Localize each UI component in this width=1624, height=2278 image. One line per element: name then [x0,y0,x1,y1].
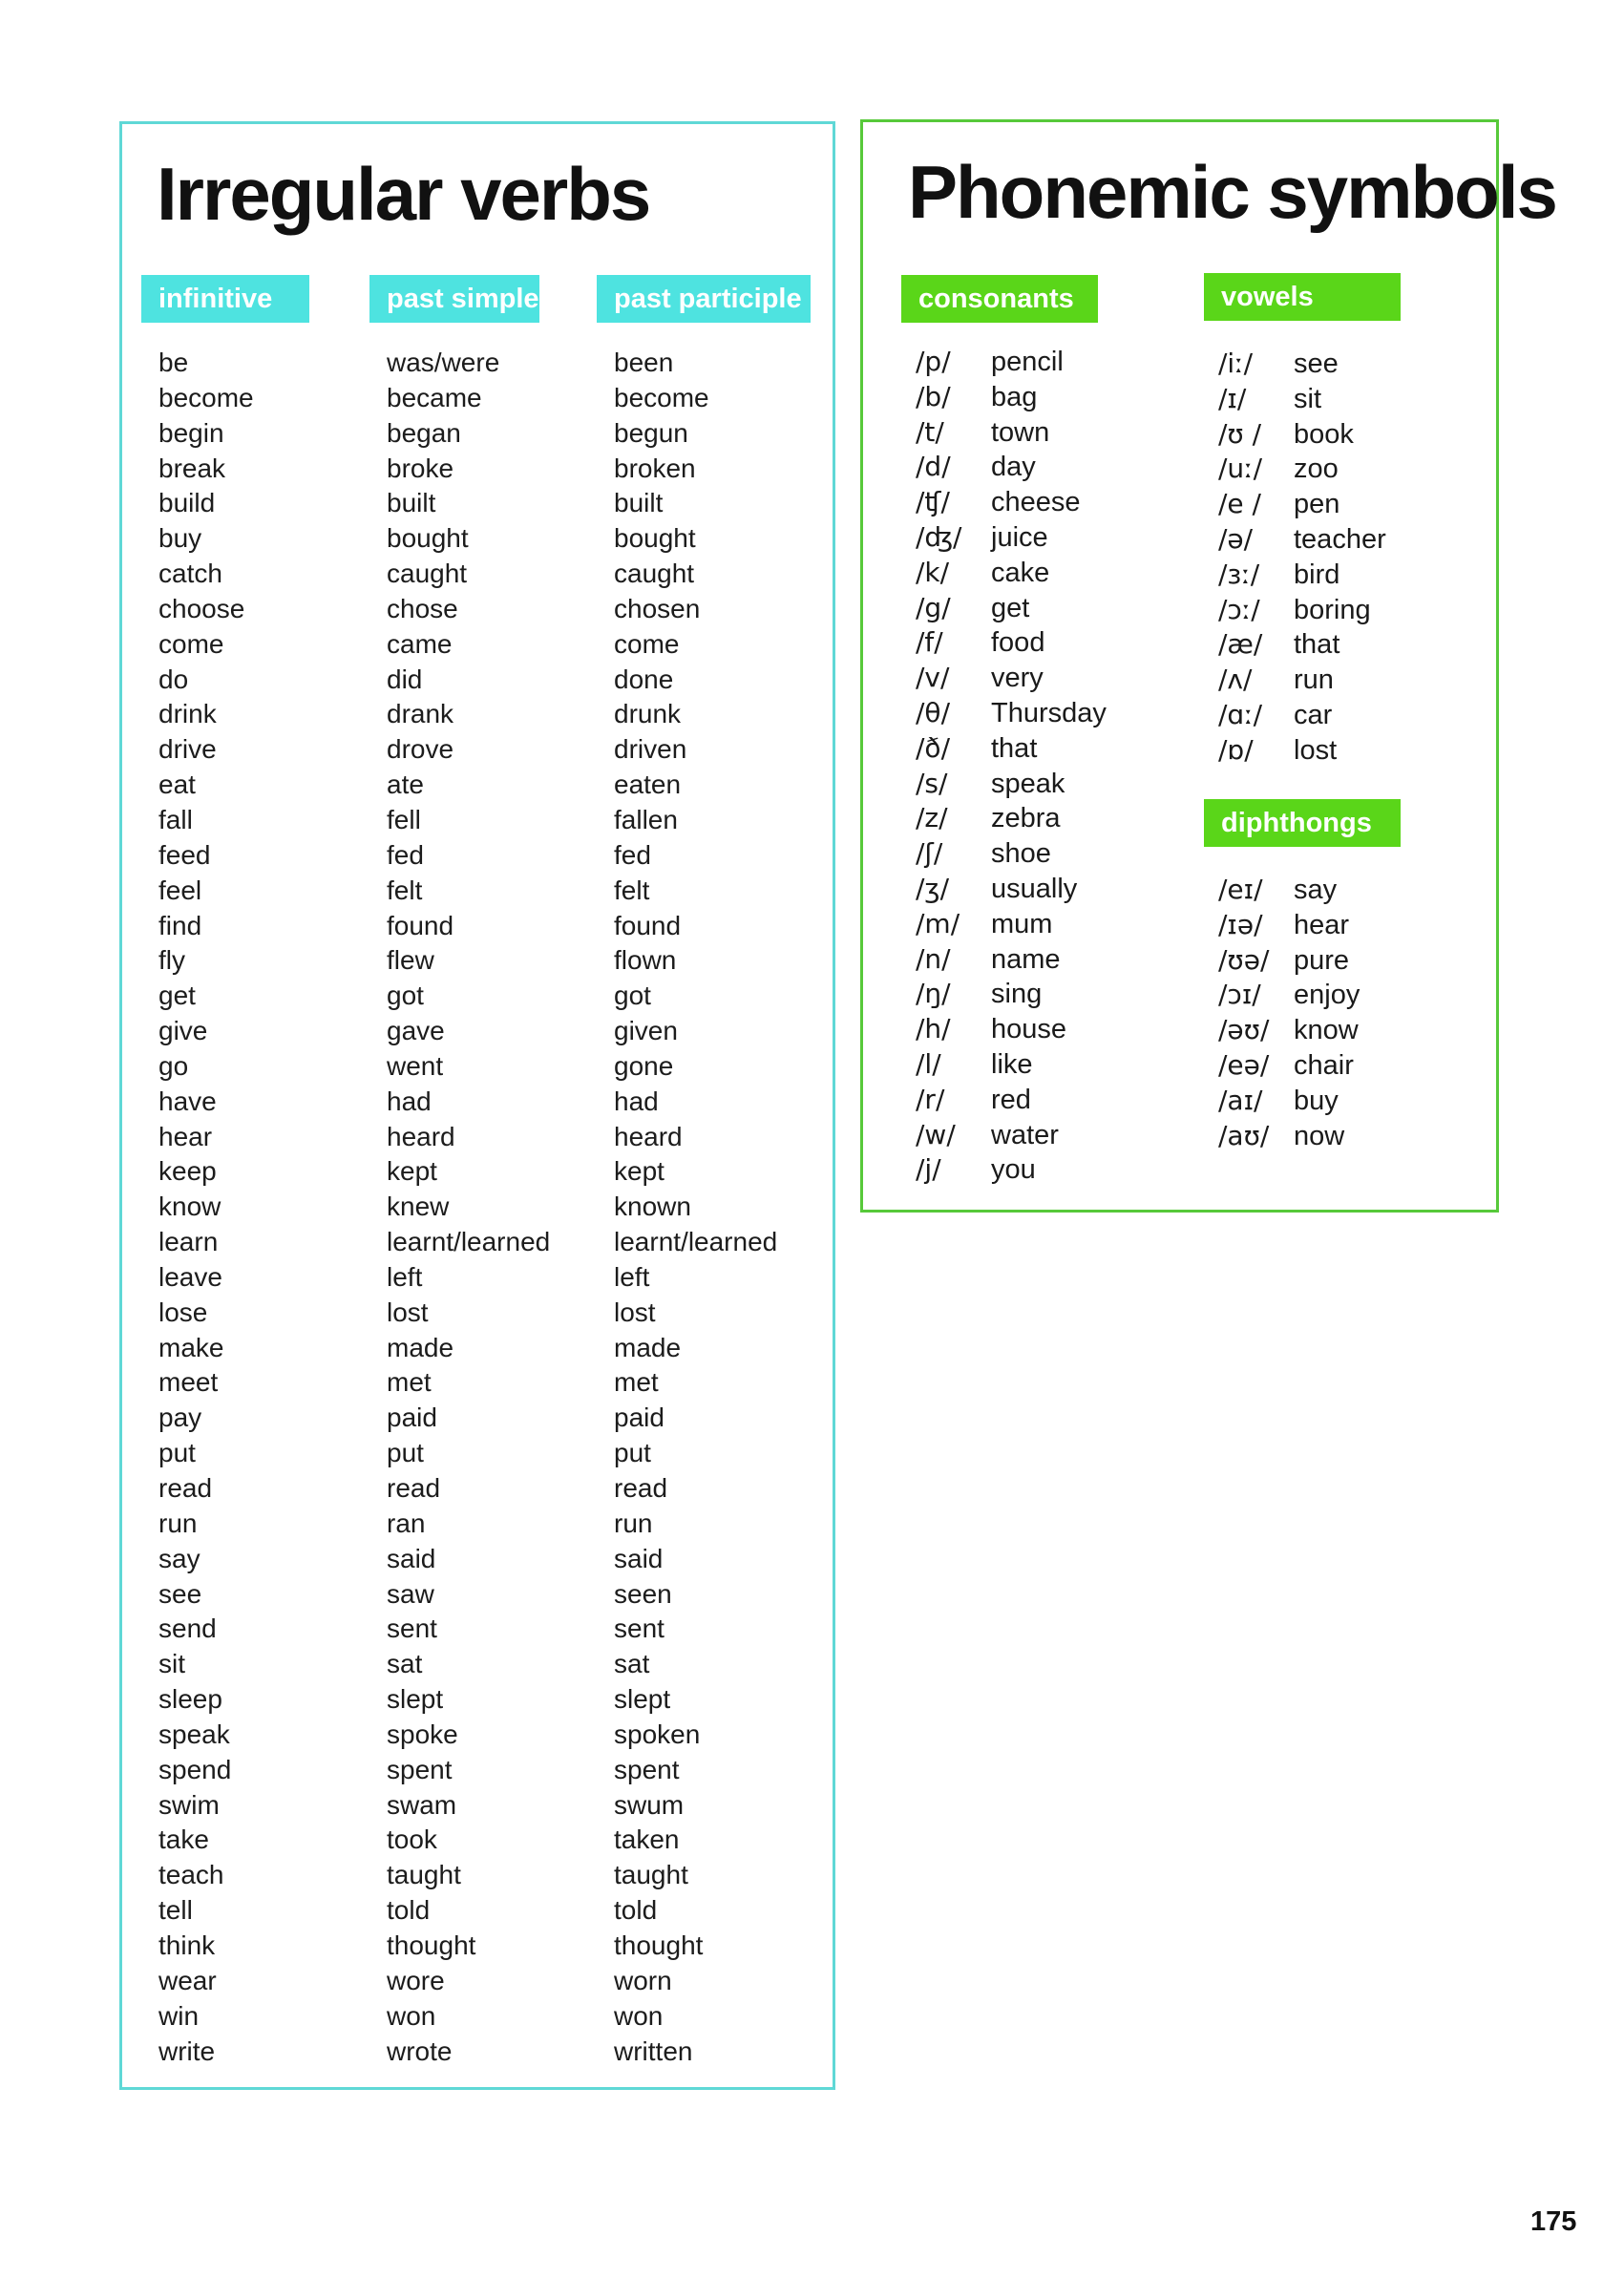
example-word: house [991,1014,1067,1045]
phoneme-symbol: /ʤ/ [916,520,962,553]
phoneme-row [1218,1048,1486,1084]
past-simple-cell: won [387,2000,436,2031]
example-word: get [991,592,1030,623]
example-word: zoo [1294,453,1339,485]
phoneme-row [1218,908,1486,943]
example-word: cake [991,557,1050,588]
past-simple-cell: broke [387,453,454,483]
past-participle-cell: swum [614,1789,685,1820]
phoneme-symbol: /æ/ [1218,628,1263,661]
infinitive-cell: eat [158,770,196,800]
infinitive-cell: see [158,1578,202,1609]
phoneme-symbol: /m/ [916,907,960,939]
past-participle-cell: lost [614,1297,656,1327]
past-simple-cell: learnt/learned [387,1227,551,1257]
past-simple-cell: spoke [387,1719,458,1749]
phoneme-row [916,485,1183,520]
example-word: name [991,943,1061,975]
past-simple-cell: ate [387,770,424,800]
infinitive-cell: learn [158,1227,219,1257]
past-participle-cell: chosen [614,593,701,623]
example-word: very [991,663,1044,694]
phoneme-symbol: /ɒ/ [1218,733,1254,766]
past-simple-cell: fell [387,804,421,834]
phoneme-symbol: /əʊ/ [1218,1014,1270,1046]
example-word: say [1294,875,1338,905]
past-simple-cell: built [387,488,436,518]
past-simple-cell: drank [387,699,454,729]
phoneme-symbol: /f/ [916,626,943,659]
phoneme-row [1218,873,1486,908]
past-participle-cell: found [614,910,682,940]
past-participle-cell: said [614,1543,664,1573]
infinitive-cell: lose [158,1297,208,1327]
past-participle-column [614,346,777,2069]
example-word: zebra [991,803,1061,834]
phoneme-row [1218,593,1486,628]
phoneme-row [916,977,1183,1012]
past-simple-cell: fed [387,839,424,870]
example-word: boring [1294,594,1371,625]
example-word: book [1294,418,1354,450]
consonants-list [916,345,1183,1188]
past-participle-cell: done [614,664,674,694]
phoneme-symbol: /ʊ / [1218,417,1262,450]
past-participle-cell: felt [614,875,650,905]
example-word: that [1294,629,1340,661]
example-word: know [1294,1015,1359,1046]
past-participle-cell: spoken [614,1719,701,1749]
past-simple-cell: said [387,1543,436,1573]
past-simple-cell: came [387,628,453,659]
past-participle-cell: flown [614,945,677,976]
diphthongs-list [1218,873,1486,1153]
phoneme-symbol: /ʊə/ [1218,943,1270,976]
past-participle-cell: slept [614,1684,671,1715]
infinitive-cell: think [158,1930,216,1960]
past-simple-cell: found [387,910,454,940]
phoneme-row [1218,1084,1486,1119]
infinitive-cell: break [158,453,226,483]
past-participle-cell: put [614,1438,651,1468]
phoneme-row [1218,347,1486,382]
infinitive-cell: keep [158,1156,217,1187]
phoneme-symbol: /aɪ/ [1218,1084,1263,1116]
example-word: sing [991,979,1043,1010]
past-simple-cell: left [387,1261,423,1292]
phoneme-symbol: /v/ [916,662,950,694]
phoneme-row [1218,487,1486,522]
example-word: now [1294,1120,1345,1151]
past-simple-cell: lost [387,1297,429,1327]
past-simple-cell: made [387,1332,454,1362]
infinitive-cell: teach [158,1860,224,1890]
infinitive-cell: be [158,348,189,377]
past-simple-cell: ran [387,1508,426,1538]
phoneme-symbol: /t/ [916,415,944,448]
infinitive-cell: take [158,1825,209,1855]
phoneme-symbol: /k/ [916,556,950,588]
infinitive-cell: put [158,1438,196,1468]
phoneme-row [1218,522,1486,558]
phoneme-symbol: /ŋ/ [916,978,951,1010]
past-participle-cell: got [614,981,651,1011]
header-diphthongs: diphthongs [1204,799,1401,847]
phoneme-symbol: /eɪ/ [1218,874,1263,905]
past-participle-cell: eaten [614,770,682,800]
past-participle-cell: become [614,382,709,412]
infinitive-cell: become [158,382,254,412]
past-participle-cell: seen [614,1578,672,1609]
infinitive-cell: get [158,981,196,1011]
example-word: pencil [991,347,1064,377]
example-word: bird [1294,559,1340,590]
past-simple-cell: wrote [387,2035,453,2066]
example-word: juice [991,521,1048,553]
example-word: teacher [1294,523,1386,555]
phoneme-row [1218,417,1486,453]
past-participle-cell: written [614,2035,693,2066]
phoneme-row [1218,733,1486,769]
infinitive-cell: drive [158,734,217,765]
past-participle-cell: run [614,1508,653,1538]
phoneme-symbol: /s/ [916,767,948,799]
example-word: like [991,1048,1033,1080]
phoneme-symbol: /ə/ [1218,522,1254,555]
example-word: lost [1294,734,1338,766]
infinitive-cell: begin [158,417,224,448]
phoneme-row [1218,943,1486,979]
past-simple-cell: got [387,981,424,1011]
past-participle-cell: fed [614,839,651,870]
infinitive-cell: feel [158,875,202,905]
phoneme-row [916,556,1183,591]
past-simple-cell: was/were [387,348,500,377]
past-simple-cell: paid [387,1403,437,1433]
header-infinitive: infinitive [141,275,309,323]
past-simple-cell: read [387,1473,441,1503]
infinitive-cell: make [158,1332,224,1362]
past-simple-cell: went [387,1050,444,1081]
phoneme-row [916,907,1183,942]
past-simple-cell: had [387,1086,432,1116]
past-participle-cell: met [614,1367,659,1398]
past-simple-cell: knew [387,1192,450,1222]
past-participle-cell: taught [614,1860,688,1890]
phoneme-row [1218,978,1486,1013]
phoneme-row [1218,382,1486,417]
infinitive-cell: speak [158,1719,230,1749]
infinitive-cell: catch [158,559,222,589]
header-past-simple: past simple [369,275,539,323]
phoneme-row [916,1118,1183,1153]
phoneme-symbol: /d/ [916,451,951,483]
past-participle-cell: sat [614,1649,650,1679]
page-number: 175 [1530,2206,1577,2237]
past-participle-cell: broken [614,453,696,483]
example-word: see [1294,348,1339,379]
past-simple-cell: sent [387,1614,437,1644]
past-participle-cell: been [614,348,674,377]
example-word: shoe [991,838,1051,870]
phoneme-symbol: /ʃ/ [916,837,943,870]
phoneme-row [1218,698,1486,733]
phoneme-symbol: /ɑː/ [1218,698,1263,730]
past-participle-cell: spent [614,1754,680,1784]
phonemic-symbols-title: Phonemic symbols [908,150,1556,234]
past-simple-cell: heard [387,1121,455,1151]
past-participle-cell: fallen [614,804,678,834]
phoneme-row [916,591,1183,626]
infinitive-cell: write [158,2035,216,2066]
past-participle-cell: read [614,1473,668,1503]
example-word: town [991,416,1050,448]
past-simple-cell: caught [387,559,468,589]
past-simple-cell: kept [387,1156,437,1187]
past-participle-cell: paid [614,1403,664,1433]
phoneme-symbol: /uː/ [1218,453,1263,485]
phoneme-symbol: /ɪ/ [1218,382,1247,414]
phoneme-row [916,380,1183,415]
phoneme-row [916,836,1183,872]
past-participle-cell: built [614,488,664,518]
past-simple-cell: chose [387,593,458,623]
past-simple-cell: taught [387,1860,461,1890]
past-participle-cell: worn [614,1965,672,1995]
infinitive-cell: buy [158,523,202,554]
infinitive-cell: swim [158,1789,220,1820]
phoneme-row [916,1047,1183,1083]
past-simple-cell: thought [387,1930,476,1960]
past-simple-cell: told [387,1895,431,1926]
phoneme-symbol: /ʌ/ [1218,664,1253,696]
infinitive-cell: choose [158,593,245,623]
phoneme-row [916,767,1183,802]
phoneme-symbol: /e / [1218,488,1261,520]
infinitive-cell: sleep [158,1684,222,1715]
phoneme-row [916,731,1183,767]
past-simple-cell: bought [387,523,469,554]
phonemic-symbols-panel [860,119,1556,1213]
vowels-list [1218,347,1486,769]
past-participle-cell: begun [614,417,688,448]
example-word: hear [1294,909,1350,940]
infinitive-cell: give [158,1016,208,1046]
past-participle-cell: kept [614,1156,664,1187]
irregular-verbs-title: Irregular verbs [157,152,650,236]
infinitive-cell: pay [158,1403,202,1433]
infinitive-cell: do [158,664,189,694]
phoneme-row [1218,558,1486,593]
infinitive-cell: fall [158,804,193,834]
infinitive-cell: sit [158,1649,185,1679]
past-simple-cell: slept [387,1684,444,1715]
phoneme-symbol: /ɔː/ [1218,593,1260,625]
past-participle-cell: come [614,628,680,659]
example-word: car [1294,699,1333,730]
example-word: enjoy [1294,980,1360,1011]
phoneme-row [916,625,1183,661]
infinitive-cell: know [158,1192,221,1222]
example-word: sit [1294,383,1321,414]
past-participle-cell: sent [614,1614,664,1644]
phoneme-row [916,696,1183,731]
infinitive-cell: build [158,488,216,518]
phoneme-symbol: /r/ [916,1083,945,1115]
past-participle-cell: made [614,1332,682,1362]
past-simple-cell: flew [387,945,434,976]
infinitive-cell: fly [158,945,185,976]
past-participle-cell: won [614,2000,664,2031]
example-word: mum [991,908,1053,939]
phoneme-row [916,345,1183,380]
past-simple-cell: became [387,382,482,412]
phoneme-row [916,872,1183,907]
example-word: you [991,1154,1036,1186]
phoneme-row [916,1012,1183,1047]
infinitive-cell: feed [158,839,211,870]
example-word: Thursday [991,697,1107,728]
phoneme-symbol: /n/ [916,942,951,975]
past-simple-cell: began [387,417,461,448]
infinitive-cell: tell [158,1895,193,1926]
past-simple-cell: drove [387,734,454,765]
past-participle-cell: thought [614,1930,704,1960]
header-vowels: vowels [1204,273,1401,321]
phoneme-symbol: /ʒ/ [916,872,950,904]
past-participle-cell: drunk [614,699,682,729]
infinitive-cell: spend [158,1754,232,1784]
example-word: run [1294,664,1334,696]
past-participle-cell: caught [614,559,695,589]
past-simple-cell: sat [387,1649,423,1679]
phoneme-row [1218,627,1486,663]
phoneme-symbol: /ð/ [916,731,950,764]
infinitive-cell: leave [158,1261,222,1292]
phoneme-symbol: /ʧ/ [916,486,950,518]
phoneme-symbol: /θ/ [916,696,950,728]
phoneme-row [1218,452,1486,487]
past-simple-cell: wore [387,1965,445,1995]
infinitive-cell: win [158,2000,200,2031]
example-word: food [991,627,1045,659]
example-word: bag [991,381,1038,412]
past-simple-cell: gave [387,1016,445,1046]
example-word: usually [991,873,1078,904]
phoneme-symbol: /w/ [916,1118,956,1150]
phoneme-symbol: /ɪə/ [1218,908,1263,940]
past-participle-cell: gone [614,1050,674,1081]
phoneme-row [1218,663,1486,698]
example-word: pure [1294,944,1350,976]
infinitive-cell: drink [158,699,217,729]
example-word: pen [1294,489,1340,520]
phoneme-row [916,1152,1183,1188]
example-word: chair [1294,1049,1354,1081]
past-participle-cell: left [614,1261,650,1292]
phoneme-row [1218,1013,1486,1048]
infinitive-cell: hear [158,1121,213,1151]
example-word: cheese [991,487,1081,518]
phoneme-symbol: /j/ [916,1153,941,1186]
past-participle-cell: bought [614,523,696,554]
example-word: speak [991,768,1065,799]
past-simple-cell: spent [387,1754,453,1784]
infinitive-cell: meet [158,1367,219,1398]
past-participle-cell: taken [614,1825,680,1855]
infinitive-cell: read [158,1473,213,1503]
phoneme-symbol: /ɔɪ/ [1218,979,1261,1011]
past-simple-cell: did [387,664,423,694]
past-simple-cell: saw [387,1578,434,1609]
infinitive-cell: go [158,1050,189,1081]
phoneme-symbol: /z/ [916,802,948,834]
irregular-verbs-panel [119,121,835,2090]
phoneme-row [916,661,1183,696]
past-participle-cell: told [614,1895,658,1926]
past-simple-cell: took [387,1825,437,1855]
example-word: buy [1294,1085,1339,1116]
infinitive-cell: come [158,628,224,659]
infinitive-cell: find [158,910,202,940]
past-simple-cell: met [387,1367,432,1398]
past-simple-cell: put [387,1438,424,1468]
phoneme-row [916,415,1183,451]
phoneme-symbol: /l/ [916,1047,941,1080]
header-past-participle: past participle [597,275,811,323]
past-participle-cell: learnt/learned [614,1227,778,1257]
example-word: that [991,732,1038,764]
past-simple-cell: swam [387,1789,457,1820]
phoneme-row [916,1083,1183,1118]
phoneme-symbol: /aʊ/ [1218,1119,1270,1151]
infinitive-column [158,346,254,2069]
header-consonants: consonants [901,275,1098,323]
phoneme-row [916,520,1183,556]
phoneme-row [916,801,1183,836]
phoneme-symbol: /h/ [916,1013,951,1045]
example-word: red [991,1084,1031,1115]
infinitive-cell: wear [158,1965,217,1995]
phoneme-row [916,942,1183,978]
example-word: day [991,452,1036,483]
past-simple-column [387,346,550,2069]
past-simple-cell: felt [387,875,423,905]
phoneme-symbol: /ɜː/ [1218,558,1260,590]
infinitive-cell: send [158,1614,217,1644]
phoneme-symbol: /p/ [916,346,951,377]
infinitive-cell: say [158,1543,200,1573]
past-participle-cell: had [614,1086,659,1116]
past-participle-cell: given [614,1016,678,1046]
infinitive-cell: have [158,1086,217,1116]
past-participle-cell: driven [614,734,687,765]
phoneme-row [916,450,1183,485]
past-participle-cell: known [614,1192,691,1222]
phoneme-symbol: /iː/ [1218,348,1254,379]
past-participle-cell: heard [614,1121,683,1151]
example-word: water [991,1119,1059,1150]
phoneme-symbol: /b/ [916,380,951,412]
infinitive-cell: run [158,1508,198,1538]
phoneme-row [1218,1119,1486,1154]
phoneme-symbol: /eə/ [1218,1048,1270,1081]
phoneme-symbol: /g/ [916,591,951,623]
